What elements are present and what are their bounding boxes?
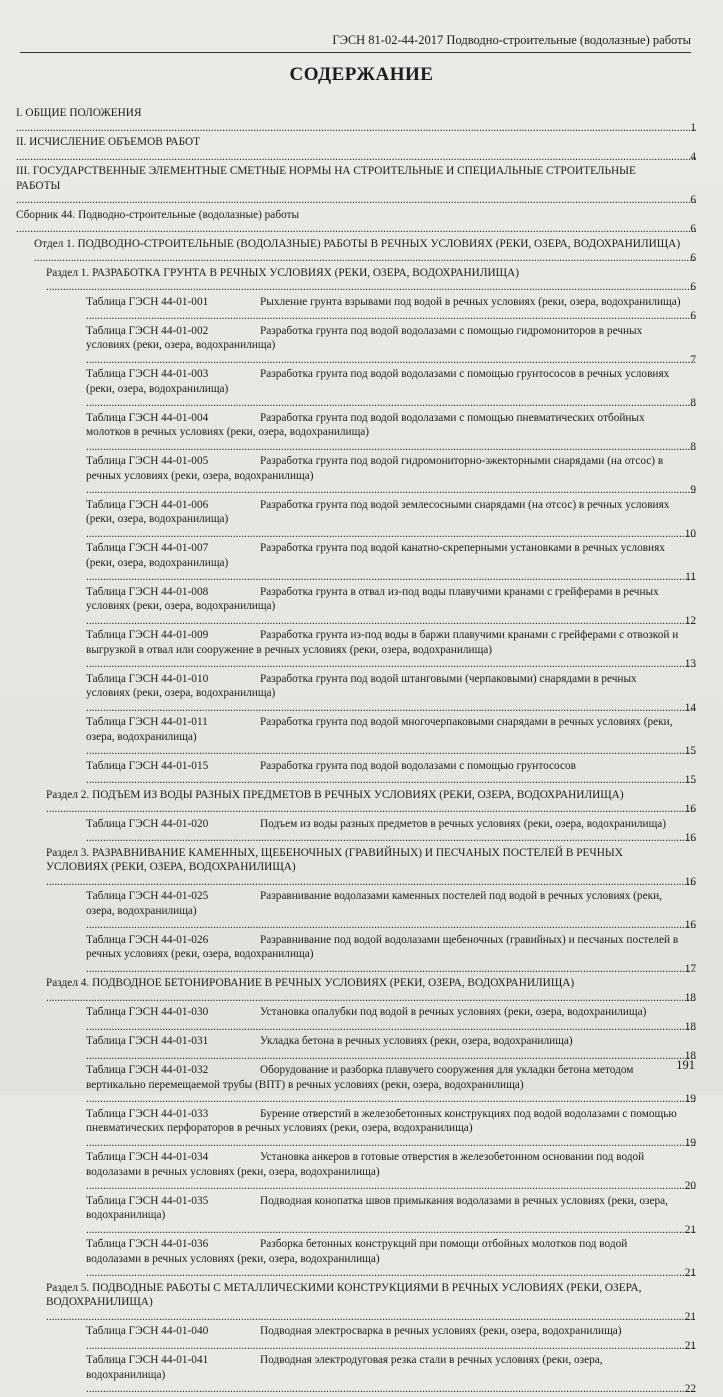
toc-entry-text xyxy=(86,412,696,453)
toc-entry-text xyxy=(16,209,696,236)
toc-table-code: Таблица ГЭСН 44-01-009 xyxy=(86,629,209,641)
toc-section-entry xyxy=(16,106,696,135)
toc-table-code: Таблица ГЭСН 44-01-041 xyxy=(86,1354,209,1366)
toc-section-entry xyxy=(34,237,696,266)
toc-page-number: 8 xyxy=(690,440,696,453)
toc-entry-title: Установка опалубки под водой в речных условиях (реки, озера, водохранилища) xyxy=(260,1006,647,1018)
toc-entry-text xyxy=(86,1195,696,1236)
toc-table-entry xyxy=(86,672,696,716)
toc-table-code: Таблица ГЭСН 44-01-031 xyxy=(86,1035,209,1047)
toc-entry-text xyxy=(86,499,696,540)
toc-entry-title: Отдел 1. ПОДВОДНО-СТРОИТЕЛЬНЫЕ (ВОДОЛАЗНЫЕ) РАБОТЫ В РЕЧНЫХ УСЛОВИЯХ (РЕКИ, ОЗЕРА, ВОДОХРАНИЛИЩА) xyxy=(34,237,681,250)
toc-entry-title: Разработка грунта под водой водолазами с помощью грунтососов в речных условиях (реки, озера, водохранилища) xyxy=(86,368,670,395)
toc-entry-text xyxy=(86,1035,696,1062)
toc-entry-title: III. ГОСУДАРСТВЕННЫЕ ЭЛЕМЕНТНЫЕ СМЕТНЫЕ НОРМЫ НА СТРОИТЕЛЬНЫЕ И СПЕЦИАЛЬНЫЕ СТРОИТЕЛЬНЫЕ РАБОТЫ xyxy=(16,165,636,192)
toc-table-entry xyxy=(86,889,696,933)
toc-entry-title: Разработка грунта под водой канатно-скреперными установками в речных условиях (реки, озера, водохранилища) xyxy=(86,542,665,569)
toc-table-code: Таблица ГЭСН 44-01-020 xyxy=(86,817,209,830)
toc-page-number: 16 xyxy=(684,875,696,888)
toc-section-entry xyxy=(16,164,696,208)
toc-table-code: Таблица ГЭСН 44-01-033 xyxy=(86,1107,209,1120)
toc-entry-text xyxy=(86,296,696,323)
toc-table-code: Таблица ГЭСН 44-01-005 xyxy=(86,455,209,467)
toc-table-code: Таблица ГЭСН 44-01-010 xyxy=(86,672,209,685)
toc-page-number: 4 xyxy=(690,150,696,163)
toc-entry-title: Разработка грунта под водой землесосными снарядами (на отсос) в речных условиях (реки, озера, водохранилища) xyxy=(86,498,670,525)
toc-section-entry xyxy=(46,266,696,295)
toc-table-entry xyxy=(86,1150,696,1194)
toc-table-code: Таблица ГЭСН 44-01-006 xyxy=(86,498,209,511)
toc-entry-text xyxy=(86,1006,696,1033)
toc-entry-title: Разработка грунта под водой гидромониторно-эжекторными снарядами (на отсос) в речных условиях (реки, озера, водохранилища) xyxy=(86,455,664,482)
toc-entry-text xyxy=(86,1064,696,1105)
toc-section-entry xyxy=(46,788,696,817)
toc-entry-text xyxy=(86,1325,696,1352)
toc-entry-title: Разработка грунта под водой многочерпаковыми снарядами в речных условиях (реки, озера, водохранилища) xyxy=(86,716,673,743)
toc-entry-title: Разравнивание под водой водолазами щебеночных (гравийных) и песчаных постелей в речных условиях (реки, озера, водохранилища) xyxy=(86,933,679,960)
toc-page-number: 12 xyxy=(684,614,696,627)
toc-table-entry xyxy=(86,585,696,629)
toc-entry-title: Сборник 44. Подводно-строительные (водолазные) работы xyxy=(16,208,300,221)
toc-entry-text xyxy=(86,1151,696,1192)
toc-table-entry xyxy=(86,411,696,455)
toc-entry-text xyxy=(86,542,696,583)
toc-entry-title: I. ОБЩИЕ ПОЛОЖЕНИЯ xyxy=(16,107,142,119)
toc-table-entry xyxy=(86,324,696,368)
toc-page-number: 16 xyxy=(684,803,696,815)
toc-page-number: 16 xyxy=(684,832,696,844)
toc-entry-text xyxy=(86,325,696,366)
toc-table-entry xyxy=(86,1194,696,1238)
toc-page-number: 6 xyxy=(690,194,696,206)
toc-table-entry xyxy=(86,933,696,977)
toc-table-entry xyxy=(86,1324,696,1353)
toc-entry-title: Разравнивание водолазами каменных постелей под водой в речных условиях (реки, озера, водохранилища) xyxy=(86,890,662,917)
toc-page-number: 15 xyxy=(684,745,696,757)
toc-entry-title: Разработка грунта под водой водолазами с помощью грунтососов xyxy=(260,759,576,772)
toc-entry-title: Разработка грунта в отвал из-под воды плавучими кранами с грейферами в речных условиях (реки, озера, водохранилища) xyxy=(86,585,659,612)
toc-page-number: 18 xyxy=(684,1020,696,1033)
toc-entry-title: Раздел 5. ПОДВОДНЫЕ РАБОТЫ С МЕТАЛЛИЧЕСКИМИ КОНСТРУКЦИЯМИ В РЕЧНЫХ УСЛОВИЯХ (РЕКИ, ОЗЕРА, ВОДОХРАНИЛИЩА) xyxy=(46,1281,642,1308)
toc-table-code: Таблица ГЭСН 44-01-007 xyxy=(86,542,209,554)
toc-page-number: 21 xyxy=(684,1339,696,1352)
toc-table-code: Таблица ГЭСН 44-01-004 xyxy=(86,411,209,424)
toc-entry-text xyxy=(86,455,696,496)
toc-entry-title: Разработка грунта под водой водолазами с помощью пневматических отбойных молотков в речных условиях (реки, озера, водохранилища) xyxy=(86,411,645,438)
toc-page-number: 13 xyxy=(684,658,696,670)
toc-table-entry xyxy=(86,1107,696,1151)
toc-table-code: Таблица ГЭСН 44-01-036 xyxy=(86,1238,209,1250)
toc-entry-text xyxy=(46,847,696,888)
toc-table-code: Таблица ГЭСН 44-01-032 xyxy=(86,1064,209,1076)
toc-table-entry xyxy=(86,759,696,788)
toc-page-number: 15 xyxy=(684,774,696,786)
toc-entry-text xyxy=(86,934,696,975)
toc-page-number: 1 xyxy=(690,121,696,134)
toc-page-number: 9 xyxy=(690,484,696,496)
toc-table-entry xyxy=(86,1005,696,1034)
toc-table-entry xyxy=(86,628,696,672)
toc-table-entry xyxy=(86,367,696,411)
running-header: ГЭСН 81-02-44-2017 Подводно-строительные (водолазные) работы xyxy=(20,30,691,53)
toc-section-entry xyxy=(16,208,696,237)
toc-table-code: Таблица ГЭСН 44-01-025 xyxy=(86,890,209,902)
toc-section-entry xyxy=(16,135,696,164)
toc-entry-text xyxy=(86,368,696,409)
toc-table-entry xyxy=(86,1237,696,1281)
toc-entry-title: Разработка грунта из-под воды в баржи плавучими кранами с грейферами с отвозкой и выгрузкой в отвал или сооружение в речных условиях (реки, озера, водохранилища) xyxy=(86,629,679,656)
toc-table-entry xyxy=(86,1034,696,1063)
toc-page-number: 6 xyxy=(690,223,696,235)
toc-table-entry xyxy=(86,541,696,585)
toc-table-entry xyxy=(86,1353,696,1397)
toc-entry-text xyxy=(86,673,696,714)
toc-entry-title: Разборка бетонных конструкций при помощи отбойных молотков под водой водолазами в речных условиях (реки, озера, водохранилища) xyxy=(86,1238,628,1265)
toc-entry-title: Раздел 4. ПОДВОДНОЕ БЕТОНИРОВАНИЕ В РЕЧНЫХ УСЛОВИЯХ (РЕКИ, ОЗЕРА, ВОДОХРАНИЛИЩА) xyxy=(46,977,575,989)
toc-table-code: Таблица ГЭСН 44-01-003 xyxy=(86,368,209,380)
toc-entry-text xyxy=(46,977,696,1004)
toc-entry-title: Рыхление грунта взрывами под водой в речных условиях (реки, озера, водохранилища) xyxy=(260,295,681,308)
toc-section-entry xyxy=(46,976,696,1005)
page-title: СОДЕРЖАНИЕ xyxy=(289,64,434,85)
toc-table-entry xyxy=(86,1063,696,1107)
toc-entry-title: Оборудование и разборка плавучего сооружения для укладки бетона методом вертикально перемещаемой трубы (ВПТ) в речных условиях (реки, озера, водохранилища) xyxy=(86,1064,634,1091)
toc-entry-text xyxy=(16,107,696,134)
toc-entry-title: II. ИСЧИСЛЕНИЕ ОБЪЕМОВ РАБОТ xyxy=(16,136,201,148)
toc-table-code: Таблица ГЭСН 44-01-026 xyxy=(86,933,209,946)
toc-table-entry xyxy=(86,715,696,759)
toc-page-number: 16 xyxy=(684,919,696,931)
toc-page-number: 19 xyxy=(684,1093,696,1105)
toc-table-entry xyxy=(86,295,696,324)
toc-page-number: 10 xyxy=(684,527,696,540)
toc-entry-text xyxy=(86,1238,696,1279)
toc-page-number: 22 xyxy=(684,1383,696,1395)
toc-entry-text xyxy=(86,586,696,627)
toc-table-code: Таблица ГЭСН 44-01-034 xyxy=(86,1151,209,1163)
toc-page-number: 7 xyxy=(690,353,696,366)
toc-table-code: Таблица ГЭСН 44-01-001 xyxy=(86,295,209,308)
toc-entry-text xyxy=(86,629,696,670)
toc-table-code: Таблица ГЭСН 44-01-008 xyxy=(86,585,209,598)
toc-entry-title: Подводная электродуговая резка стали в речных условиях (реки, озера, водохранилища) xyxy=(86,1354,603,1381)
toc-page-number: 21 xyxy=(684,1223,696,1236)
toc-section-entry xyxy=(46,1281,696,1325)
toc-page-number: 20 xyxy=(684,1180,696,1192)
toc-table-code: Таблица ГЭСН 44-01-040 xyxy=(86,1325,209,1337)
toc-entry-text xyxy=(86,1354,696,1395)
toc-entry-text xyxy=(86,760,696,787)
toc-page-number: 14 xyxy=(684,701,696,714)
toc-table-entry xyxy=(86,498,696,542)
toc-entry-title: Подводная конопатка швов примыкания водолазами в речных условиях (реки, озера, водохранилища) xyxy=(86,1194,668,1221)
toc-entry-title: Раздел 2. ПОДЪЕМ ИЗ ВОДЫ РАЗНЫХ ПРЕДМЕТОВ В РЕЧНЫХ УСЛОВИЯХ (РЕКИ, ОЗЕРА, ВОДОХРАНИЛИЩА) xyxy=(46,788,624,801)
toc-entry-title: Разработка грунта под водой штанговыми (черпаковыми) снарядами в речных условиях (реки, озера, водохранилища) xyxy=(86,672,637,699)
toc-entry-text xyxy=(86,1108,696,1149)
toc-entry-text xyxy=(46,789,696,816)
toc-entry-text xyxy=(46,267,696,294)
toc-table-code: Таблица ГЭСН 44-01-035 xyxy=(86,1194,209,1207)
toc-entry-title: Раздел 1. РАЗРАБОТКА ГРУНТА В РЕЧНЫХ УСЛОВИЯХ (РЕКИ, ОЗЕРА, ВОДОХРАНИЛИЩА) xyxy=(46,266,519,279)
toc-entry-text xyxy=(16,136,696,163)
toc-entry-text xyxy=(86,818,696,845)
toc-page-number: 18 xyxy=(684,991,696,1004)
toc-page-number: 17 xyxy=(684,962,696,975)
toc-section-entry xyxy=(46,846,696,890)
toc-page-number: 21 xyxy=(684,1267,696,1279)
toc-page-number: 6 xyxy=(690,310,696,322)
toc-page-number: 11 xyxy=(685,571,696,583)
toc-entry-text xyxy=(46,1282,696,1323)
toc-page-number: 6 xyxy=(690,281,696,293)
toc-entry-title: Установка анкеров в готовые отверстия в железобетонном основании под водой водолазами в речных условиях (реки, озера, водохранилища) xyxy=(86,1151,645,1178)
toc-table-code: Таблица ГЭСН 44-01-015 xyxy=(86,759,209,772)
table-of-contents xyxy=(16,106,696,1397)
toc-table-entry xyxy=(86,454,696,498)
toc-entry-title: Бурение отверстий в железобетонных конструкциях под водой водолазами с помощью пневматических перфораторов в речных условиях (реки, озера, водохранилища) xyxy=(86,1107,677,1134)
toc-table-code: Таблица ГЭСН 44-01-002 xyxy=(86,324,209,337)
toc-entry-text xyxy=(34,238,696,265)
toc-entry-text xyxy=(16,165,696,206)
toc-entry-text xyxy=(86,716,696,757)
toc-page-number: 18 xyxy=(684,1049,696,1062)
toc-entry-title: Укладка бетона в речных условиях (реки, озера, водохранилища) xyxy=(260,1035,573,1047)
toc-entry-title: Подводная электросварка в речных условиях (реки, озера, водохранилища) xyxy=(260,1325,622,1337)
page-number: 191 xyxy=(676,1058,695,1072)
toc-page-number: 19 xyxy=(684,1136,696,1149)
toc-entry-text xyxy=(86,890,696,931)
toc-entry-title: Разработка грунта под водой водолазами с помощью гидромониторов в речных условиях (реки, озера, водохранилища) xyxy=(86,324,643,351)
toc-page-number: 6 xyxy=(690,252,696,264)
toc-table-entry xyxy=(86,817,696,846)
toc-page-number: 21 xyxy=(684,1310,696,1323)
toc-table-code: Таблица ГЭСН 44-01-011 xyxy=(86,716,208,728)
toc-entry-title: Раздел 3. РАЗРАВНИВАНИЕ КАМЕННЫХ, ЩЕБЕНОЧНЫХ (ГРАВИЙНЫХ) И ПЕСЧАНЫХ ПОСТЕЛЕЙ В РЕЧНЫХ УСЛОВИЯХ (РЕКИ, ОЗЕРА, ВОДОХРАНИЛИЩА) xyxy=(46,846,623,873)
toc-page-number: 8 xyxy=(690,397,696,409)
toc-table-code: Таблица ГЭСН 44-01-030 xyxy=(86,1006,209,1018)
toc-entry-title: Подъем из воды разных предметов в речных условиях (реки, озера, водохранилища) xyxy=(260,817,667,830)
